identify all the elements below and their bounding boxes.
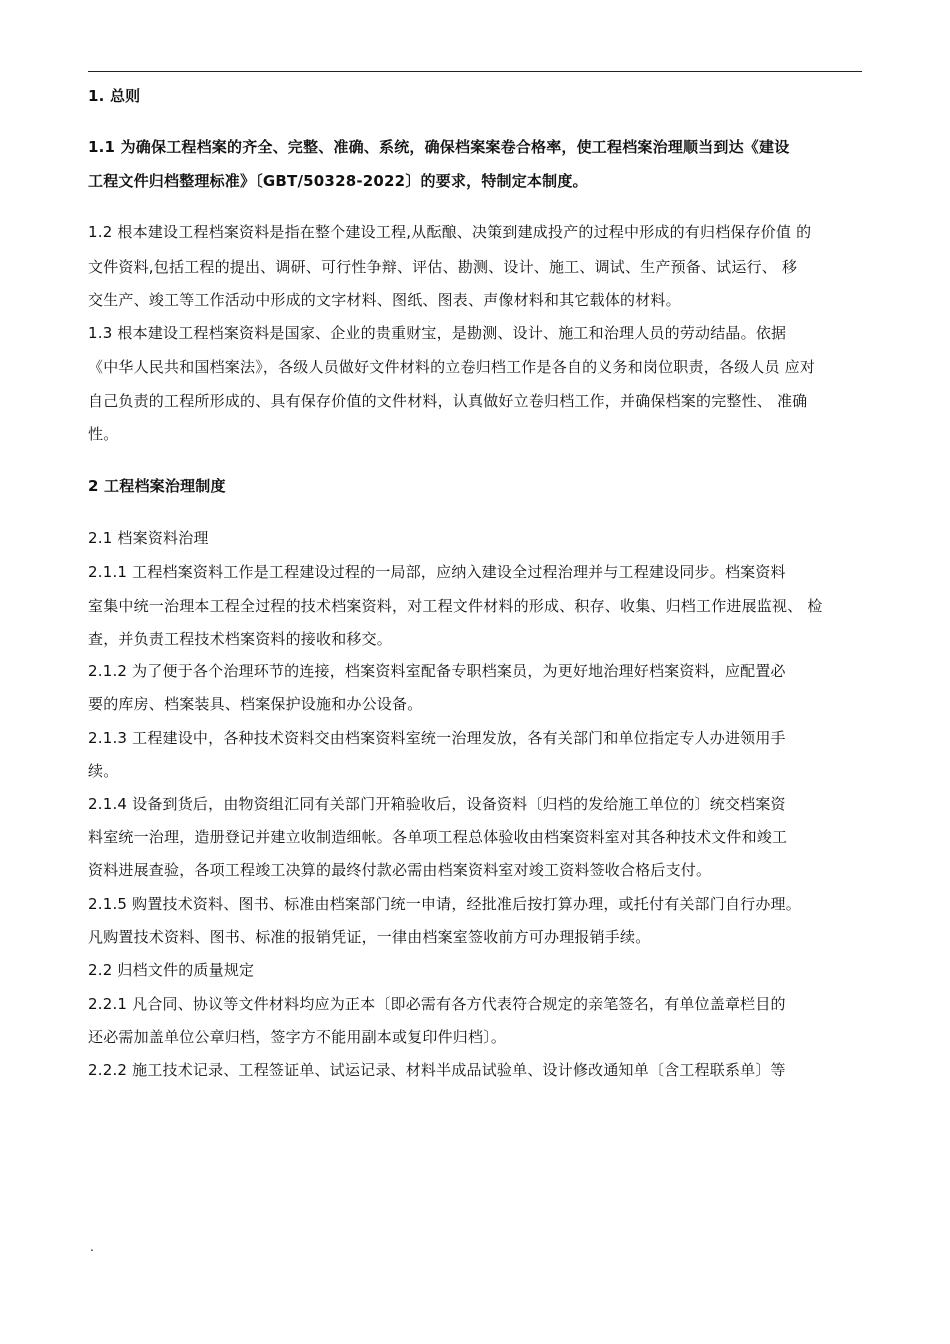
paragraph-line: 查，并负责工程技术档案资料的接收和移交。 bbox=[88, 630, 393, 648]
paragraph-line: 还必需加盖单位公章归档，签字方不能用副本或复印件归档〕。 bbox=[88, 1028, 507, 1046]
section-heading-2: 2 工程档案治理制度 bbox=[88, 477, 226, 495]
paragraph-line: 1.3 根本建设工程档案资料是国家、企业的贵重财宝，是勘测、设计、施工和治理人员的劳动结晶。依据 bbox=[88, 324, 787, 342]
paragraph-line: 自己负责的工程所形成的、具有保存价值的文件材料，认真做好立卷归档工作，并确保档案的完整性、 准确 bbox=[88, 392, 808, 410]
paragraph-line: 室集中统一治理本工程全过程的技术档案资料，对工程文件材料的形成、积存、收集、归档工作进展监视、 检 bbox=[88, 597, 823, 615]
paragraph-line: 资料进展查验，各项工程竣工决算的最终付款必需由档案资料室对竣工资料签收合格后支付。 bbox=[88, 861, 712, 879]
paragraph-line: 续。 bbox=[88, 762, 119, 780]
paragraph-line: 凡购置技术资料、图书、标准的报销凭证，一律由档案室签收前方可办理报销手续。 bbox=[88, 928, 651, 946]
paragraph-line: 1.1 为确保工程档案的齐全、完整、准确、系统，确保档案案卷合格率，使工程档案治理顺当到达《建设 bbox=[88, 138, 790, 156]
subsection-heading: 2.2 归档文件的质量规定 bbox=[88, 961, 255, 979]
paragraph-line: 《中华人民共和国档案法》，各级人员做好文件材料的立卷归档工作是各自的义务和岗位职责，各级人员 应对 bbox=[88, 358, 816, 376]
paragraph-line: 2.1.1 工程档案资料工作是工程建设过程的一局部，应纳入建设全过程治理并与工程建设同步。档案资料 bbox=[88, 563, 786, 581]
paragraph-line: 性。 bbox=[88, 425, 119, 443]
header-rule bbox=[88, 71, 862, 72]
paragraph-line: 2.2.1 凡合同、协议等文件材料均应为正本〔即必需有各方代表符合规定的亲笔签名，有单位盖章栏目的 bbox=[88, 995, 786, 1013]
paragraph-line: 料室统一治理，造册登记并建立收制造细帐。各单项工程总体验收由档案资料室对其各种技术文件和竣工 bbox=[88, 828, 788, 846]
paragraph-line: 2.1.2 为了便于各个治理环节的连接，档案资料室配备专职档案员，为更好地治理好档案资料，应配置必 bbox=[88, 662, 786, 680]
footer-mark: . bbox=[90, 1240, 94, 1254]
paragraph-line: 2.2.2 施工技术记录、工程签证单、试运记录、材料半成品试验单、设计修改通知单〔含工程联系单〕等 bbox=[88, 1061, 786, 1079]
subsection-heading: 2.1 档案资料治理 bbox=[88, 529, 209, 547]
paragraph-line: 1.2 根本建设工程档案资料是指在整个建设工程,从酝酿、决策到建成投产的过程中形成的有归档保存价值 的 bbox=[88, 223, 812, 241]
paragraph-line: 2.1.5 购置技术资料、图书、标准由档案部门统一申请，经批准后按打算办理，或托付有关部门自行办理。 bbox=[88, 895, 801, 913]
paragraph-line: 2.1.4 设备到货后，由物资组汇同有关部门开箱验收后，设备资料〔归档的发给施工单位的〕统交档案资 bbox=[88, 795, 786, 813]
paragraph-line: 交生产、竣工等工作活动中形成的文字材料、图纸、图表、声像材料和其它载体的材料。 bbox=[88, 291, 681, 309]
paragraph-line: 要的库房、档案装具、档案保护设施和办公设备。 bbox=[88, 695, 423, 713]
section-heading-1: 1. 总则 bbox=[88, 87, 141, 105]
paragraph-line: 2.1.3 工程建设中，各种技术资料交由档案资料室统一治理发放，各有关部门和单位指定专人办进领用手 bbox=[88, 729, 786, 747]
paragraph-line: 工程文件归档整理标准》〔GBT/50328-2022〕的要求，特制定本制度。 bbox=[88, 172, 588, 190]
paragraph-line: 文件资料,包括工程的提出、调研、可行性争辩、评估、勘测、设计、施工、调试、生产预备、试运行、 移 bbox=[88, 258, 798, 276]
